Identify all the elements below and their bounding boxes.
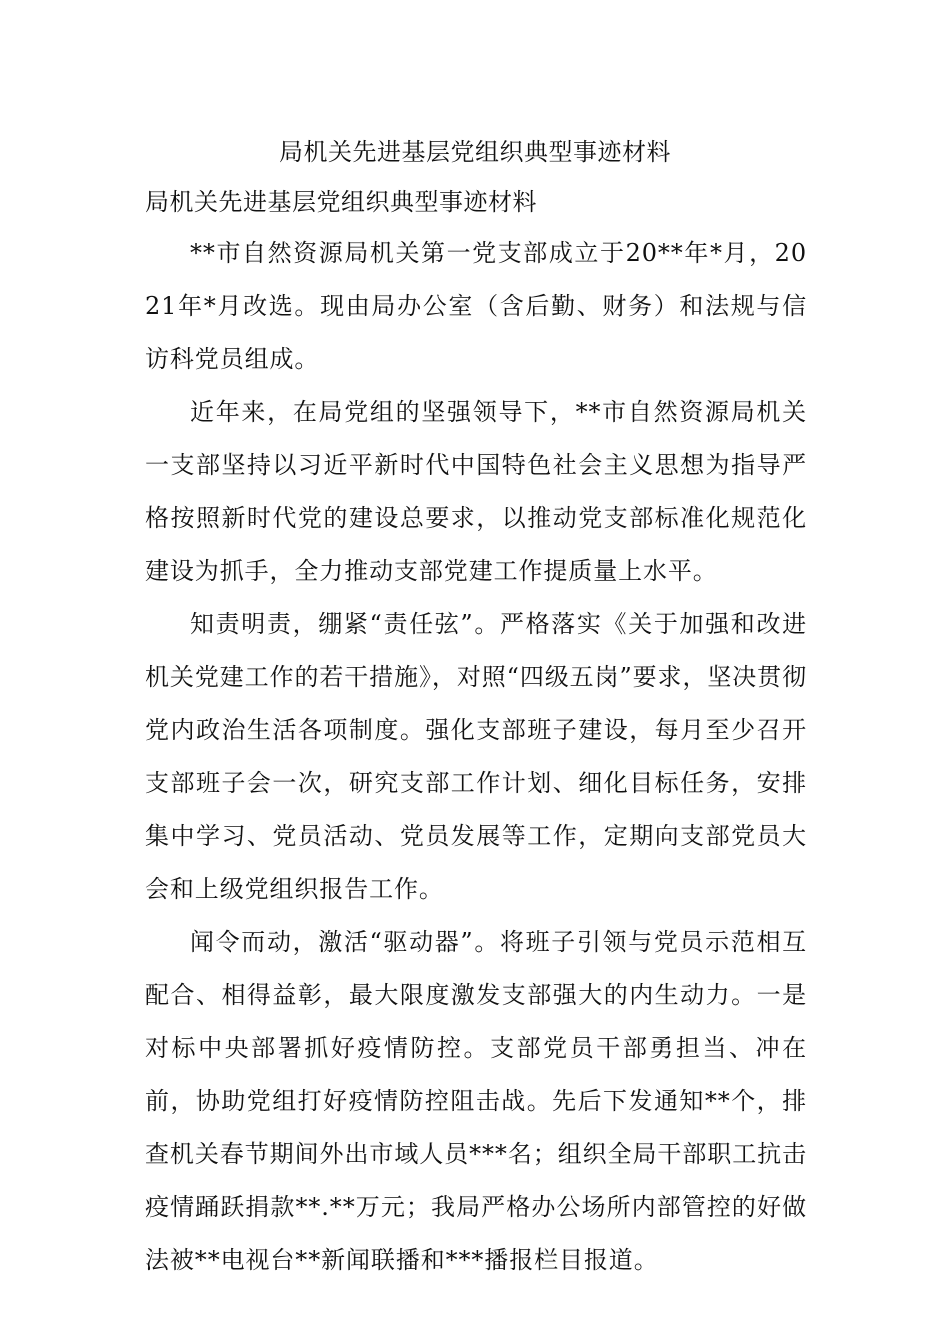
paragraph-responsibility: 知责明责，绷紧“责任弦”。严格落实《关于加强和改进机关党建工作的若干措施》，对照“四级五岗”要求，坚决贯彻党内政治生活各项制度。强化支部班子建设，每月至少召开支部班子会一次，研究支部工作计划、细化目标任务，安排集中学习、党员活动、党员发展等工作，定期向支部党员大会和上级党组织报告工作。 bbox=[145, 610, 807, 903]
paragraph-intro: **市自然资源局机关第一党支部成立于20**年*月，2021年*月改选。现由局办公室（含后勤、财务）和法规与信访科党员组成。 bbox=[145, 239, 807, 373]
paragraph-action: 闻令而动，激活“驱动器”。将班子引领与党员示范相互配合、相得益彰，最大限度激发支部强大的内生动力。一是对标中央部署抓好疫情防控。支部党员干部勇担当、冲在前，协助党组打好疫情防控阻击战。先后下发通知**个，排查机关春节期间外出市域人员***名；组织全局干部职工抗击疫情踊跃捐款**.**万元；我局严格办公场所内部管控的好做法被**电视台**新闻联播和***播报栏目报道。 bbox=[145, 928, 807, 1274]
document-body bbox=[145, 227, 807, 1287]
document-title: 局机关先进基层党组织典型事迹材料 bbox=[279, 138, 671, 166]
paragraph-overview: 近年来，在局党组的坚强领导下，**市自然资源局机关一支部坚持以习近平新时代中国特色社会主义思想为指导严格按照新时代党的建设总要求，以推动党支部标准化规范化建设为抓手，全力推动支部党建工作提质量上水平。 bbox=[145, 398, 807, 585]
document-subtitle: 局机关先进基层党组织典型事迹材料 bbox=[145, 188, 537, 216]
